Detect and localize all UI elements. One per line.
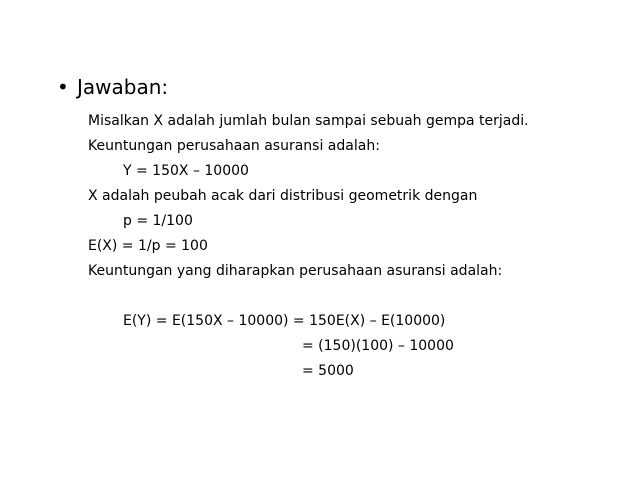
equation-continuation: = (150)(100) – 10000 bbox=[302, 338, 454, 354]
text-line: Keuntungan yang diharapkan perusahaan asuransi adalah: bbox=[88, 263, 503, 279]
equation-line: Y = 150X – 10000 bbox=[123, 163, 249, 179]
answer-body bbox=[88, 109, 529, 384]
equation-line: E(Y) = E(150X – 10000) = 150E(X) – E(10000) bbox=[123, 313, 446, 329]
bullet-icon: • bbox=[57, 75, 69, 99]
text-line: Keuntungan perusahaan asuransi adalah: bbox=[88, 138, 380, 154]
equation-line: p = 1/100 bbox=[123, 213, 193, 229]
equation-continuation: = 5000 bbox=[302, 363, 354, 379]
spacer bbox=[88, 284, 529, 309]
heading-text: Jawaban: bbox=[77, 75, 169, 99]
heading-row bbox=[57, 74, 168, 100]
text-line: Misalkan X adalah jumlah bulan sampai sebuah gempa terjadi. bbox=[88, 113, 529, 129]
text-line: X adalah peubah acak dari distribusi geometrik dengan bbox=[88, 188, 478, 204]
equation-line: E(X) = 1/p = 100 bbox=[88, 238, 208, 254]
